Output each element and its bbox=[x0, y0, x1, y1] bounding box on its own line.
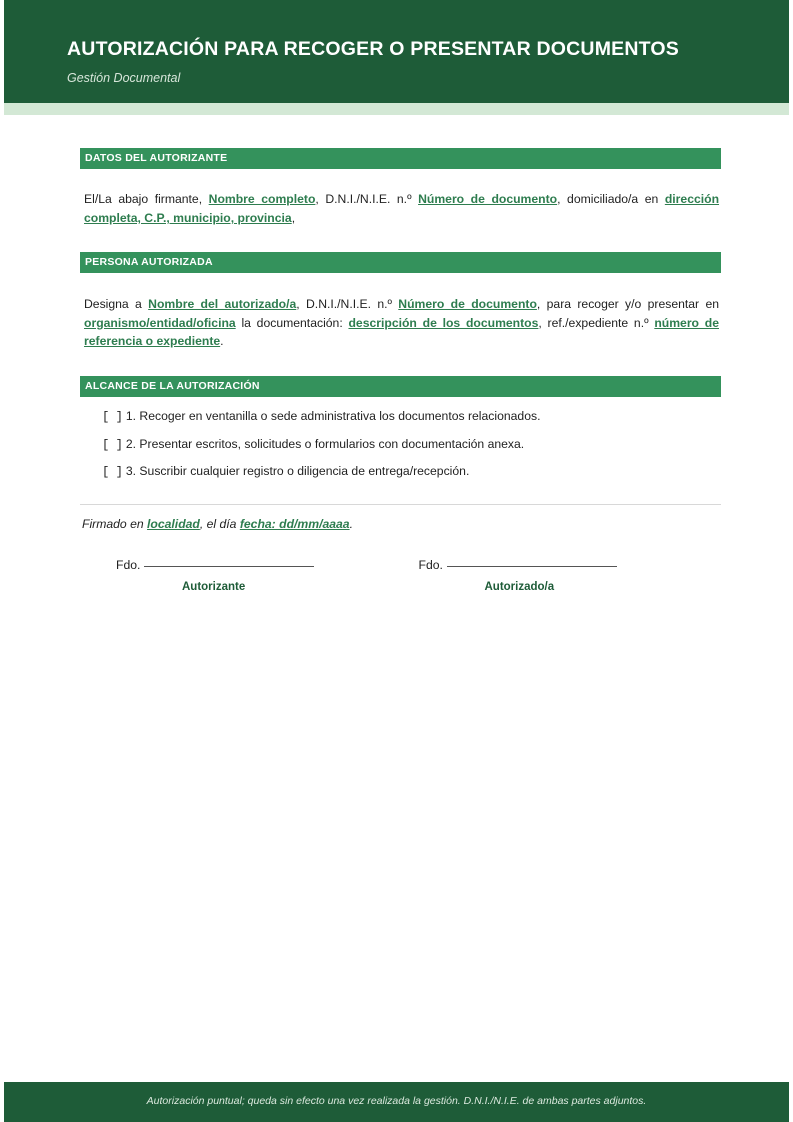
placeholder-fecha[interactable]: fecha: dd/mm/aaaa bbox=[239, 517, 350, 532]
list-item-number: 2. bbox=[125, 436, 137, 451]
list-item[interactable] bbox=[102, 462, 719, 482]
list-item-label: Presentar escritos, solicitudes o formularios con documentación anexa. bbox=[139, 436, 525, 451]
section-header-datos-autorizante: DATOS DEL AUTORIZANTE bbox=[80, 148, 721, 169]
placeholder-numero-expediente[interactable]: número de referencia o expediente bbox=[84, 315, 719, 349]
section-persona-autorizada bbox=[80, 252, 721, 363]
section-body-persona-autorizada bbox=[80, 286, 721, 364]
placeholder-organismo[interactable]: organismo/entidad/oficina bbox=[84, 315, 236, 330]
signature-rule[interactable] bbox=[447, 566, 617, 567]
section-body-datos-autorizante bbox=[80, 181, 721, 240]
placeholder-nombre-completo[interactable]: Nombre completo bbox=[208, 192, 316, 207]
page-title: AUTORIZACIÓN PARA RECOGER O PRESENTAR DOCUMENTOS bbox=[67, 38, 679, 60]
text-fragment: Firmado en bbox=[82, 517, 148, 532]
text-fragment: , domiciliado/a en bbox=[557, 192, 665, 207]
signature-fdo-line bbox=[116, 558, 419, 572]
page-subtitle: Gestión Documental bbox=[67, 71, 181, 86]
text-fragment: El/La abajo firmante, bbox=[84, 192, 209, 207]
placeholder-nombre-autorizado[interactable]: Nombre del autorizado/a bbox=[148, 296, 297, 311]
signature-rule[interactable] bbox=[144, 566, 314, 567]
section-datos-autorizante bbox=[80, 148, 721, 240]
signing-place-date-line bbox=[80, 505, 721, 531]
footer-note: Autorización puntual; queda sin efecto una vez realizada la gestión. D.N.I./N.I.E. de ambas partes adjuntos. bbox=[146, 1095, 647, 1108]
signature-fdo-label: Fdo. bbox=[116, 558, 141, 573]
text-fragment: , ref./expediente n.º bbox=[538, 315, 655, 330]
scope-list bbox=[80, 397, 721, 489]
text-fragment: , D.N.I./N.I.E. n.º bbox=[296, 296, 399, 311]
text-fragment: , el día bbox=[199, 517, 240, 532]
list-item[interactable] bbox=[102, 435, 719, 455]
placeholder-localidad[interactable]: localidad bbox=[147, 517, 200, 532]
placeholder-descripcion-documentos[interactable]: descripción de los documentos bbox=[348, 315, 539, 330]
checkbox-icon[interactable]: [ ] bbox=[102, 465, 123, 480]
signature-row bbox=[80, 558, 721, 593]
signature-fdo-label: Fdo. bbox=[418, 558, 443, 573]
document-footer bbox=[4, 1082, 789, 1122]
list-item-number: 3. bbox=[125, 464, 137, 479]
signature-role-autorizado: Autorizado/a bbox=[484, 581, 555, 594]
text-fragment: Designa a bbox=[84, 296, 149, 311]
list-item-number: 1. bbox=[125, 408, 137, 423]
header-accent-strip bbox=[4, 103, 789, 115]
text-fragment: , para recoger y/o presentar en bbox=[536, 296, 719, 311]
text-fragment: , bbox=[291, 211, 296, 226]
text-fragment: . bbox=[220, 334, 224, 349]
signature-role-autorizante: Autorizante bbox=[182, 581, 246, 594]
signature-block-autorizado bbox=[419, 558, 722, 593]
section-header-alcance: ALCANCE DE LA AUTORIZACIÓN bbox=[80, 376, 721, 397]
placeholder-numero-documento[interactable]: Número de documento bbox=[418, 192, 558, 207]
text-fragment: . bbox=[349, 517, 353, 532]
checkbox-icon[interactable]: [ ] bbox=[102, 437, 123, 452]
document-header bbox=[4, 0, 789, 103]
text-fragment: la documentación: bbox=[235, 315, 349, 330]
list-item-label: Suscribir cualquier registro o diligencia de entrega/recepción. bbox=[139, 464, 470, 479]
section-header-persona-autorizada: PERSONA AUTORIZADA bbox=[80, 252, 721, 273]
section-alcance-autorizacion bbox=[80, 376, 721, 489]
text-fragment: , D.N.I./N.I.E. n.º bbox=[315, 192, 419, 207]
list-item-label: Recoger en ventanilla o sede administrativa los documentos relacionados. bbox=[139, 408, 541, 423]
document-content bbox=[4, 115, 789, 1082]
checkbox-icon[interactable]: [ ] bbox=[102, 409, 123, 424]
signature-fdo-line bbox=[419, 558, 722, 572]
placeholder-numero-documento-autorizado[interactable]: Número de documento bbox=[398, 296, 537, 311]
signature-block-autorizante bbox=[116, 558, 419, 593]
placeholder-direccion[interactable]: dirección completa, C.P., municipio, provincia bbox=[84, 192, 720, 226]
list-item[interactable] bbox=[102, 407, 719, 427]
